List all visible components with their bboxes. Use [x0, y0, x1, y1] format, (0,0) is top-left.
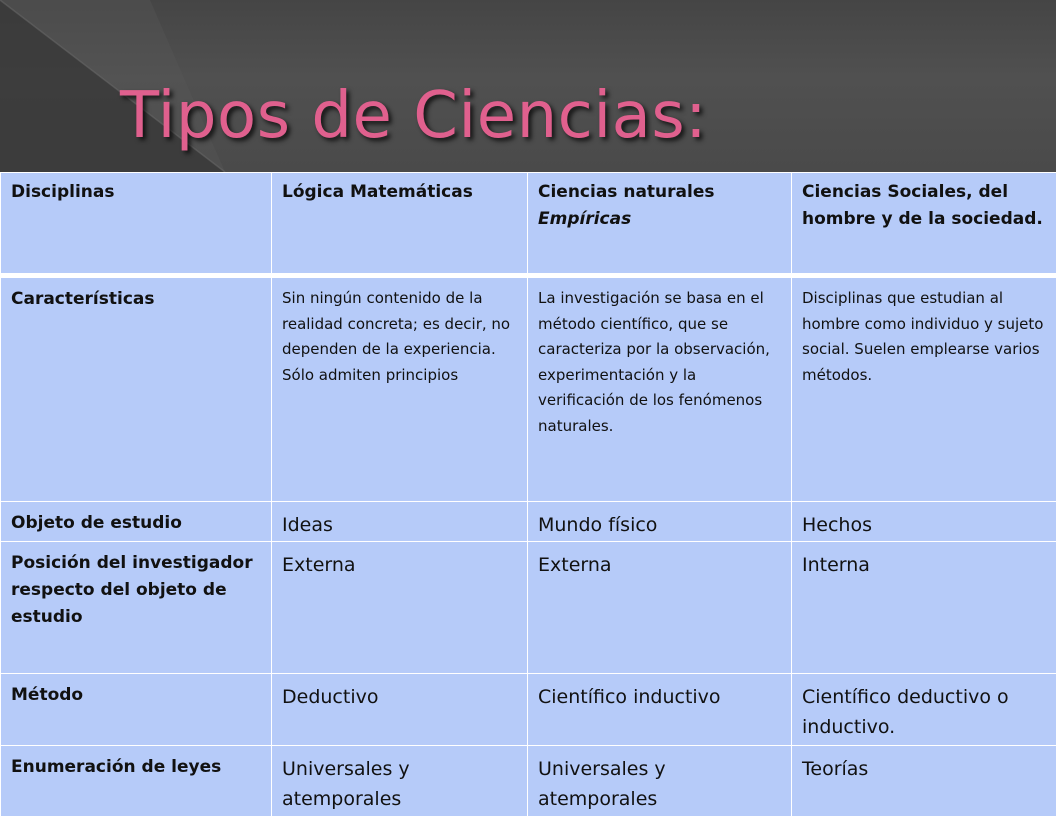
table-cell: Externa: [528, 542, 792, 674]
table-cell: Científico inductivo: [528, 674, 792, 746]
table-cell: Sin ningún contenido de la realidad concreta; es decir, no dependen de la experiencia. Sólo admiten principios: [272, 276, 528, 502]
table-cell: Mundo físico: [528, 502, 792, 542]
table-cell: Teorías: [792, 746, 1056, 817]
comparison-table: [0, 172, 1056, 817]
table-header-row: [1, 173, 1056, 276]
header-sociales: Ciencias Sociales, del hombre y de la sociedad.: [792, 173, 1056, 276]
header-naturales-subtitle: Empíricas: [538, 209, 631, 229]
table-cell: Ideas: [272, 502, 528, 542]
header-logica: Lógica Matemáticas: [272, 173, 528, 276]
row-label: Método: [1, 674, 272, 746]
table-cell: Hechos: [792, 502, 1056, 542]
row-label: Posición del investigador respecto del objeto de estudio: [1, 542, 272, 674]
header-disciplinas: Disciplinas: [1, 173, 272, 276]
table-cell: Universales y atemporales: [528, 746, 792, 817]
table-row: [1, 542, 1056, 674]
table-cell: Deductivo: [272, 674, 528, 746]
table-cell: Universales y atemporales: [272, 746, 528, 817]
slide-title: Tipos de Ciencias:: [120, 76, 707, 156]
table-cell: La investigación se basa en el método científico, que se caracteriza por la observación, experimentación y la verificación de los fenómenos naturales.: [528, 276, 792, 502]
table-cell: Interna: [792, 542, 1056, 674]
row-label: Enumeración de leyes: [1, 746, 272, 817]
table-cell: Externa: [272, 542, 528, 674]
row-label: Objeto de estudio: [1, 502, 272, 542]
header-naturales: [528, 173, 792, 276]
row-label: Características: [1, 276, 272, 502]
table-row: [1, 674, 1056, 746]
table-row: [1, 276, 1056, 502]
header-naturales-name: Ciencias naturales: [538, 182, 714, 202]
table-row: [1, 502, 1056, 542]
slide-header: [0, 0, 1056, 172]
table-row: [1, 746, 1056, 817]
table-cell: Disciplinas que estudian al hombre como individuo y sujeto social. Suelen emplearse varios métodos.: [792, 276, 1056, 502]
table-cell: Científico deductivo o inductivo.: [792, 674, 1056, 746]
